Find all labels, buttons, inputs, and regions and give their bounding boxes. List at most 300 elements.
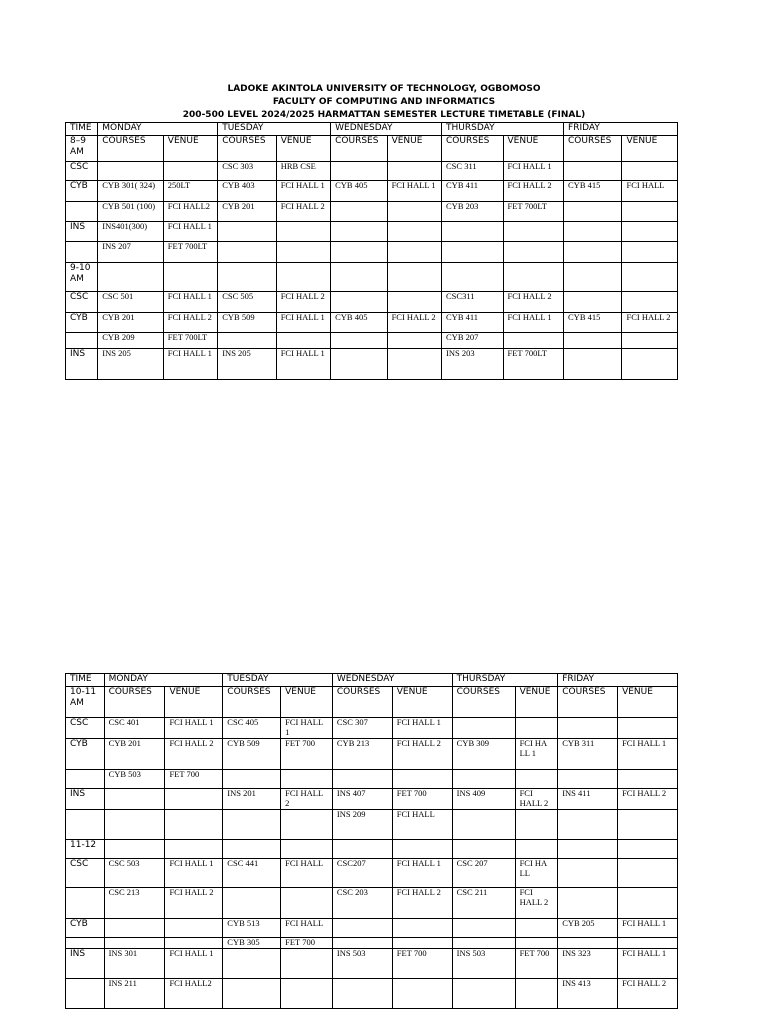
dept-label [66,202,98,222]
venue-cell: FCI HALL [281,859,333,888]
table-row [66,242,678,263]
venue-cell: FCI HALL 1 [165,718,223,739]
day-header-row [66,123,678,136]
course-cell: INS 413 [558,978,618,1008]
course-cell [564,349,622,380]
venue-cell [276,222,330,242]
venue-header: VENUE [503,136,564,162]
course-cell: CYB 403 [218,181,276,202]
course-cell [564,242,622,263]
day-header: FRIDAY [558,674,678,687]
venue-header: VENUE [618,687,678,718]
course-cell [564,222,622,242]
venue-cell [618,840,678,859]
dept-label [66,770,105,789]
venue-cell: FET 700 [392,948,452,978]
venue-cell [387,162,441,181]
course-cell: CYB 301( 324) [98,181,164,202]
venue-cell: FET 700LT [503,202,564,222]
venue-cell: FCI HALL 1 [281,718,333,739]
dept-label: 9-10 AM [66,263,98,292]
table-row [66,739,678,770]
venue-cell [165,810,223,840]
course-cell: CSC 505 [218,292,276,313]
course-cell: CSC 303 [218,162,276,181]
venue-cell: FCI HALL 2 [618,978,678,1008]
venue-cell: FCI HALL 1 [165,948,223,978]
venue-cell: FCI HALL 2 [503,292,564,313]
courses-header: COURSES [564,136,622,162]
venue-cell [387,222,441,242]
course-cell: CYB 411 [442,313,504,333]
time-slot-label: 10-11 AM [66,687,105,718]
venue-cell [276,333,330,349]
venue-cell [276,242,330,263]
venue-cell: FCI HALL 1 [276,181,330,202]
course-cell: CSC 503 [104,859,165,888]
venue-cell [392,770,452,789]
course-cell [564,292,622,313]
course-cell [452,770,515,789]
venue-cell [622,202,678,222]
course-cell [218,222,276,242]
venue-cell: FCI HALL 1 [503,162,564,181]
venue-header: VENUE [165,687,223,718]
course-cell: INS 205 [218,349,276,380]
course-cell [564,202,622,222]
time-header: TIME [66,674,105,687]
venue-cell [618,888,678,919]
venue-cell: 250LT [163,181,217,202]
course-cell [558,840,618,859]
venue-cell: FCI HALL 1 [276,313,330,333]
venue-cell: FCI HALL 1 [503,313,564,333]
course-cell: INS 209 [332,810,392,840]
venue-cell [515,919,558,938]
table-row [66,162,678,181]
table-row [66,263,678,292]
courses-header: COURSES [331,136,387,162]
venue-cell [281,840,333,859]
course-cell: CYB 213 [332,739,392,770]
venue-cell [503,263,564,292]
course-cell [332,938,392,949]
venue-cell: FCI HALL 2 [387,313,441,333]
dept-label [66,810,105,840]
course-cell: INS 503 [332,948,392,978]
venue-cell: FCI HALL 1 [392,859,452,888]
course-cell: CSC207 [332,859,392,888]
dept-label: CSC [66,859,105,888]
timetable-10-to-12 [65,673,678,1009]
course-cell [564,162,622,181]
venue-cell [622,222,678,242]
venue-cell: FET 700 [281,938,333,949]
venue-cell: FCI HALL [622,181,678,202]
venue-cell [622,333,678,349]
course-cell [558,770,618,789]
venue-cell [618,810,678,840]
courses-header: COURSES [558,687,618,718]
course-cell [331,202,387,222]
course-cell [223,978,281,1008]
venue-cell [165,919,223,938]
venue-cell: FCI HALL 1 [618,948,678,978]
table-row [66,313,678,333]
table-row [66,770,678,789]
venue-cell: FCI HALL 1 [387,181,441,202]
table-row [66,948,678,978]
course-cell: CYB 207 [442,333,504,349]
day-header: MONDAY [98,123,218,136]
venue-cell: FET 700LT [503,349,564,380]
course-cell: INS 203 [442,349,504,380]
course-cell: CSC 311 [442,162,504,181]
venue-cell [618,938,678,949]
column-header-row [66,687,678,718]
dept-label: CSC [66,718,105,739]
venue-cell [503,242,564,263]
course-cell [104,810,165,840]
table-row [66,181,678,202]
venue-cell [387,242,441,263]
course-cell: CYB 405 [331,181,387,202]
venue-cell [618,770,678,789]
table-row [66,202,678,222]
course-cell: CSC 211 [452,888,515,919]
course-cell [331,263,387,292]
table-row [66,840,678,859]
venue-cell [387,349,441,380]
venue-cell [515,840,558,859]
venue-cell: FCI HALL 1 [618,739,678,770]
course-cell: INS 323 [558,948,618,978]
dept-label: 11-12 [66,840,105,859]
dept-label [66,888,105,919]
course-cell: CYB 509 [218,313,276,333]
course-cell [332,919,392,938]
course-cell: INS 411 [558,789,618,810]
course-cell: CYB 309 [452,739,515,770]
dept-label: INS [66,948,105,978]
venue-cell: FCI HALL2 [163,202,217,222]
course-cell: CSC 401 [104,718,165,739]
course-cell [223,840,281,859]
venue-cell [387,292,441,313]
course-cell [442,222,504,242]
dept-label [66,938,105,949]
course-cell: INS 211 [104,978,165,1008]
dept-label: CYB [66,313,98,333]
courses-header: COURSES [452,687,515,718]
course-cell: CSC 307 [332,718,392,739]
venue-cell [503,222,564,242]
course-cell [558,938,618,949]
dept-label: CYB [66,739,105,770]
course-cell [331,162,387,181]
venue-cell: FCI HALL 2 [392,888,452,919]
course-cell: CYB 201 [218,202,276,222]
venue-header: VENUE [622,136,678,162]
course-cell [98,162,164,181]
dept-label: INS [66,789,105,810]
venue-cell: FCI HALL 1 [165,859,223,888]
course-cell [558,888,618,919]
course-cell: INS 201 [223,789,281,810]
course-cell [331,349,387,380]
venue-cell: FCI HALL 2 [515,888,558,919]
course-cell [442,263,504,292]
course-cell: CYB 203 [442,202,504,222]
venue-cell: FCI HA LL [515,859,558,888]
venue-cell: FCI HALL 2 [276,202,330,222]
venue-cell [387,202,441,222]
course-cell: CYB 509 [223,739,281,770]
venue-cell [618,859,678,888]
venue-cell [281,978,333,1008]
venue-cell: FET 700 [392,789,452,810]
venue-cell: FCI HALL 2 [165,739,223,770]
day-header: TUESDAY [223,674,333,687]
course-cell: CYB 311 [558,739,618,770]
courses-header: COURSES [98,136,164,162]
course-cell: CYB 415 [564,181,622,202]
venue-cell: FCI HALL 1 [163,349,217,380]
venue-header: VENUE [392,687,452,718]
table-row [66,333,678,349]
venue-cell [165,789,223,810]
course-cell: CSC 501 [98,292,164,313]
venue-cell [622,242,678,263]
course-cell [558,810,618,840]
venue-cell [515,810,558,840]
table-row [66,859,678,888]
course-cell [104,919,165,938]
course-cell [558,718,618,739]
venue-cell [515,938,558,949]
course-cell: INS 409 [452,789,515,810]
course-cell: CYB 209 [98,333,164,349]
time-slot-label: 8–9 AM [66,136,98,162]
course-cell [218,263,276,292]
venue-header: VENUE [276,136,330,162]
venue-header: VENUE [515,687,558,718]
venue-cell: FCI HALL 2 [276,292,330,313]
venue-cell: FCI HALL 2 [281,789,333,810]
course-cell: CSC 213 [104,888,165,919]
table-row [66,718,678,739]
course-cell: CSC 203 [332,888,392,919]
course-cell: CYB 501 (100) [98,202,164,222]
courses-header: COURSES [332,687,392,718]
course-cell [223,948,281,978]
course-cell [452,840,515,859]
venue-cell [622,349,678,380]
venue-cell [622,162,678,181]
venue-header: VENUE [163,136,217,162]
table-row [66,810,678,840]
venue-cell [515,770,558,789]
venue-cell [163,263,217,292]
venue-cell: FCI HALL 2 [163,313,217,333]
venue-cell [392,919,452,938]
course-cell: CYB 205 [558,919,618,938]
course-cell [331,333,387,349]
venue-cell: FCI HALL 2 [503,181,564,202]
venue-cell: FCI HALL [281,919,333,938]
dept-label [66,978,105,1008]
faculty-name: FACULTY OF COMPUTING AND INFORMATICS [272,97,496,107]
day-header: MONDAY [104,674,223,687]
venue-cell: FCI HALL 2 [618,789,678,810]
venue-cell [392,978,452,1008]
timetable-8-to-10 [65,122,678,380]
courses-header: COURSES [223,687,281,718]
dept-label: CYB [66,181,98,202]
course-cell: CSC 207 [452,859,515,888]
venue-cell: FCI HALL 2 [515,789,558,810]
venue-cell [392,840,452,859]
course-cell: CYB 415 [564,313,622,333]
dept-label: CSC [66,162,98,181]
timetable-title: 200-500 LEVEL 2024/2025 HARMATTAN SEMESTER LECTURE TIMETABLE (FINAL) [182,110,586,120]
course-cell: INS401(300) [98,222,164,242]
venue-cell: HRB CSE [276,162,330,181]
venue-cell: FCI HALL [392,810,452,840]
venue-cell: FCI HALL 1 [618,919,678,938]
venue-cell: FCI HALL2 [165,978,223,1008]
course-cell [442,242,504,263]
venue-cell: FET 700LT [163,333,217,349]
day-header: THURSDAY [452,674,558,687]
table-row [66,349,678,380]
course-cell [98,263,164,292]
venue-cell: FCI HALL 1 [163,222,217,242]
venue-cell: FET 700 [515,948,558,978]
venue-header: VENUE [387,136,441,162]
venue-cell [622,292,678,313]
course-cell: INS 407 [332,789,392,810]
day-header: TUESDAY [218,123,331,136]
venue-cell [387,263,441,292]
course-cell: CYB 411 [442,181,504,202]
venue-cell [618,718,678,739]
venue-cell: FCI HALL 1 [163,292,217,313]
venue-cell [515,718,558,739]
table-row [66,978,678,1008]
course-cell [452,978,515,1008]
course-cell [218,242,276,263]
table-row [66,789,678,810]
venue-cell: FCI HALL 2 [392,739,452,770]
course-cell [332,978,392,1008]
course-cell [331,242,387,263]
course-cell: CYB 201 [104,739,165,770]
venue-cell [276,263,330,292]
venue-cell: FET 700LT [163,242,217,263]
course-cell [104,938,165,949]
dept-label [66,242,98,263]
course-cell [452,919,515,938]
table-row [66,888,678,919]
venue-cell [622,263,678,292]
venue-cell [165,938,223,949]
course-cell: CSC311 [442,292,504,313]
course-cell [223,770,281,789]
course-cell [104,840,165,859]
venue-cell [165,840,223,859]
course-cell: CYB 503 [104,770,165,789]
venue-cell [281,810,333,840]
table-row [66,292,678,313]
course-cell [218,333,276,349]
course-cell: INS 503 [452,948,515,978]
course-cell: CSC 441 [223,859,281,888]
dept-label: CYB [66,919,105,938]
venue-cell: FET 700 [281,739,333,770]
column-header-row [66,136,678,162]
course-cell [558,859,618,888]
course-cell [332,770,392,789]
course-cell: INS 205 [98,349,164,380]
venue-cell [281,888,333,919]
courses-header: COURSES [218,136,276,162]
courses-header: COURSES [104,687,165,718]
course-cell [564,263,622,292]
venue-cell [515,978,558,1008]
venue-cell: FCI HALL 2 [622,313,678,333]
day-header: WEDNESDAY [332,674,452,687]
day-header: THURSDAY [442,123,564,136]
course-cell [223,888,281,919]
venue-cell [392,938,452,949]
venue-cell: FET 700 [165,770,223,789]
course-cell [452,718,515,739]
venue-header: VENUE [281,687,333,718]
dept-label [66,333,98,349]
course-cell [564,333,622,349]
course-cell: CSC 405 [223,718,281,739]
venue-cell [503,333,564,349]
venue-cell: FCI HALL 1 [392,718,452,739]
day-header-row [66,674,678,687]
course-cell [223,810,281,840]
day-header: FRIDAY [564,123,678,136]
course-cell [332,840,392,859]
course-cell: CYB 405 [331,313,387,333]
course-cell: INS 301 [104,948,165,978]
dept-label: INS [66,349,98,380]
day-header: WEDNESDAY [331,123,442,136]
courses-header: COURSES [442,136,504,162]
course-cell [452,938,515,949]
course-cell: CYB 513 [223,919,281,938]
venue-cell [281,948,333,978]
university-name: LADOKE AKINTOLA UNIVERSITY OF TECHNOLOGY, OGBOMOSO [227,84,541,94]
course-cell [452,810,515,840]
venue-cell [281,770,333,789]
course-cell: CYB 305 [223,938,281,949]
venue-cell [387,333,441,349]
table-row [66,919,678,938]
venue-cell: FCI HA LL 1 [515,739,558,770]
table-row [66,222,678,242]
venue-cell [163,162,217,181]
course-cell: CYB 201 [98,313,164,333]
time-header: TIME [66,123,98,136]
course-cell [104,789,165,810]
course-cell [331,222,387,242]
